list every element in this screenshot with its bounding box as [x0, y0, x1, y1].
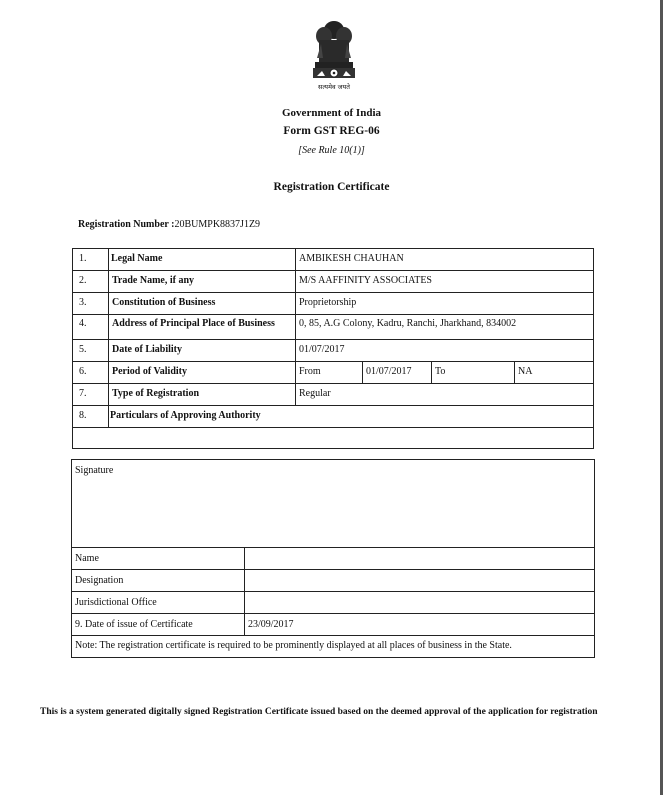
row-number: 6.: [73, 362, 109, 384]
table-row: [72, 548, 595, 570]
row-number: 1.: [73, 249, 109, 271]
table-row: [72, 636, 595, 658]
constitution-value: Proprietorship: [296, 293, 594, 315]
registration-number-value: 20BUMPK8837J1Z9: [174, 219, 261, 230]
emblem-motto: सत्यमेव जयते: [318, 83, 350, 91]
table-row: [73, 340, 594, 362]
address-value: 0, 85, A.G Colony, Kadru, Ranchi, Jharkhand, 834002: [296, 315, 594, 340]
registration-number: [78, 219, 260, 230]
system-generated-footer: This is a system generated digitally signed Registration Certificate issued based on the deemed approval of the application for registration: [40, 707, 598, 717]
row-number: 7.: [73, 384, 109, 406]
government-heading: Government of India: [282, 107, 381, 119]
table-row: [72, 570, 595, 592]
constitution-label: Constitution of Business: [109, 293, 296, 315]
blank-cell: [73, 428, 594, 449]
table-row: [73, 293, 594, 315]
name-label: Name: [72, 548, 245, 570]
jurisdictional-office-value: [245, 592, 595, 614]
authority-details-table: [71, 547, 595, 658]
display-note: Note: The registration certificate is required to be prominently displayed at all places of business in the State.: [72, 636, 595, 658]
table-row: [72, 614, 595, 636]
validity-to-value: NA: [515, 362, 594, 384]
issue-date-label: 9. Date of issue of Certificate: [72, 614, 245, 636]
certificate-title: Registration Certificate: [273, 181, 390, 193]
form-title: Form GST REG-06: [283, 125, 380, 137]
national-emblem-icon: [305, 14, 363, 94]
signature-label: Signature: [75, 465, 114, 476]
legal-name-value: AMBIKESH CHAUHAN: [296, 249, 594, 271]
row-number: 3.: [73, 293, 109, 315]
validity-from-value: 01/07/2017: [363, 362, 432, 384]
designation-value: [245, 570, 595, 592]
registration-details-table: [72, 248, 594, 449]
type-of-registration-label: Type of Registration: [109, 384, 296, 406]
row-number: 5.: [73, 340, 109, 362]
trade-name-label: Trade Name, if any: [109, 271, 296, 293]
designation-label: Designation: [72, 570, 245, 592]
table-row: [73, 406, 594, 428]
table-row: [73, 315, 594, 340]
issue-date-value: 23/09/2017: [245, 614, 595, 636]
row-number: 8.: [73, 406, 109, 428]
address-label: Address of Principal Place of Business: [109, 315, 296, 340]
approving-authority-label: Particulars of Approving Authority: [109, 406, 594, 428]
table-row: [73, 384, 594, 406]
table-row: [73, 362, 594, 384]
trade-name-value: M/S AAFFINITY ASSOCIATES: [296, 271, 594, 293]
table-row: [72, 592, 595, 614]
validity-from-label: From: [296, 362, 363, 384]
signature-box: [71, 459, 595, 548]
period-of-validity-label: Period of Validity: [109, 362, 296, 384]
registration-number-label: Registration Number :: [78, 219, 175, 230]
row-number: 2.: [73, 271, 109, 293]
table-row: [73, 249, 594, 271]
table-row: [73, 271, 594, 293]
type-of-registration-value: Regular: [296, 384, 594, 406]
legal-name-label: Legal Name: [109, 249, 296, 271]
row-number: 4.: [73, 315, 109, 340]
validity-to-label: To: [432, 362, 515, 384]
jurisdictional-office-label: Jurisdictional Office: [72, 592, 245, 614]
date-of-liability-value: 01/07/2017: [296, 340, 594, 362]
table-row: [73, 428, 594, 449]
name-value: [245, 548, 595, 570]
date-of-liability-label: Date of Liability: [109, 340, 296, 362]
rule-reference: [See Rule 10(1)]: [298, 145, 365, 156]
